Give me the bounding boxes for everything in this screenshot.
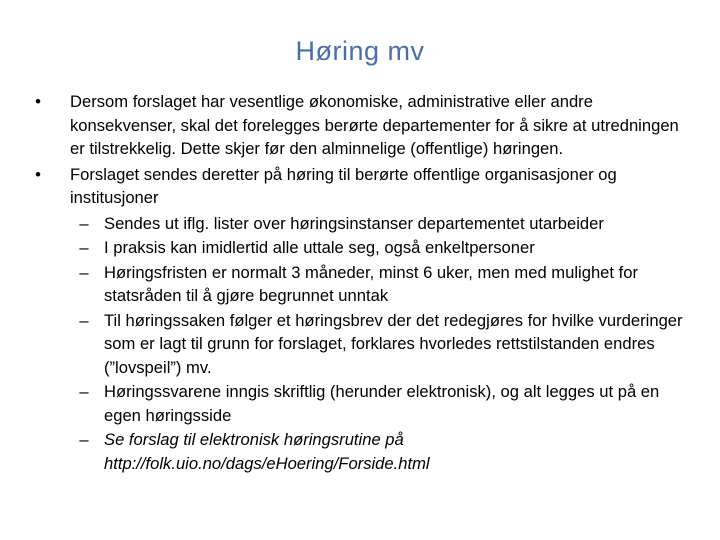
bullet-text: Forslaget sendes deretter på høring til berørte offentlige organisasjoner og institusjoner xyxy=(70,164,617,207)
sub-bullet-item xyxy=(28,309,698,380)
dash-icon: – xyxy=(79,213,89,233)
dash-icon: – xyxy=(79,430,89,449)
sub-bullet-text: Høringssvarene inngis skriftlig (herunder elektronisk), og alt legges ut på en egen høringsside xyxy=(104,382,660,425)
slide-content xyxy=(28,90,698,476)
sub-bullet-item xyxy=(28,261,698,308)
hoering-link-text: Se forslag til elektronisk høringsrutine på http://folk.uio.no/dags/eHoering/Forside.html xyxy=(104,430,430,473)
sub-bullet-item xyxy=(28,380,698,427)
sub-bullet-item xyxy=(28,428,698,475)
bullet-item xyxy=(28,90,698,161)
slide-title: Høring mv xyxy=(295,36,425,66)
bullet-dot-icon: • xyxy=(35,92,41,111)
sub-bullet-text: I praksis kan imidlertid alle uttale seg, også enkeltpersoner xyxy=(104,238,535,257)
bullet-text: Dersom forslaget har vesentlige økonomiske, administrative eller andre konsekvenser, skal det forelegges berørte departementer for å sikre at utredningen er tilstrekkelig. Dette skjer før den alminnelige (offentlige) høringen. xyxy=(70,92,679,158)
dash-icon: – xyxy=(79,262,89,282)
sub-bullet-item xyxy=(28,212,698,236)
bullet-item xyxy=(28,163,698,210)
sub-bullet-text: Høringsfristen er normalt 3 måneder, minst 6 uker, men med mulighet for statsråden til å gjøre begrunnet unntak xyxy=(104,262,638,305)
dash-icon: – xyxy=(79,238,89,257)
sub-bullet-item xyxy=(28,236,698,260)
sub-bullet-text: Sendes ut iflg. lister over høringsinstanser departementet utarbeider xyxy=(104,213,604,233)
dash-icon: – xyxy=(79,382,89,401)
sub-bullet-text: Til høringssaken følger et høringsbrev der det redegjøres for hvilke vurderinger som er lagt til grunn for forslaget, forklares hvorledes rettstilstanden endres (”lovspeil”) mv. xyxy=(104,310,683,377)
bullet-dot-icon: • xyxy=(35,164,41,184)
dash-icon: – xyxy=(79,310,89,330)
